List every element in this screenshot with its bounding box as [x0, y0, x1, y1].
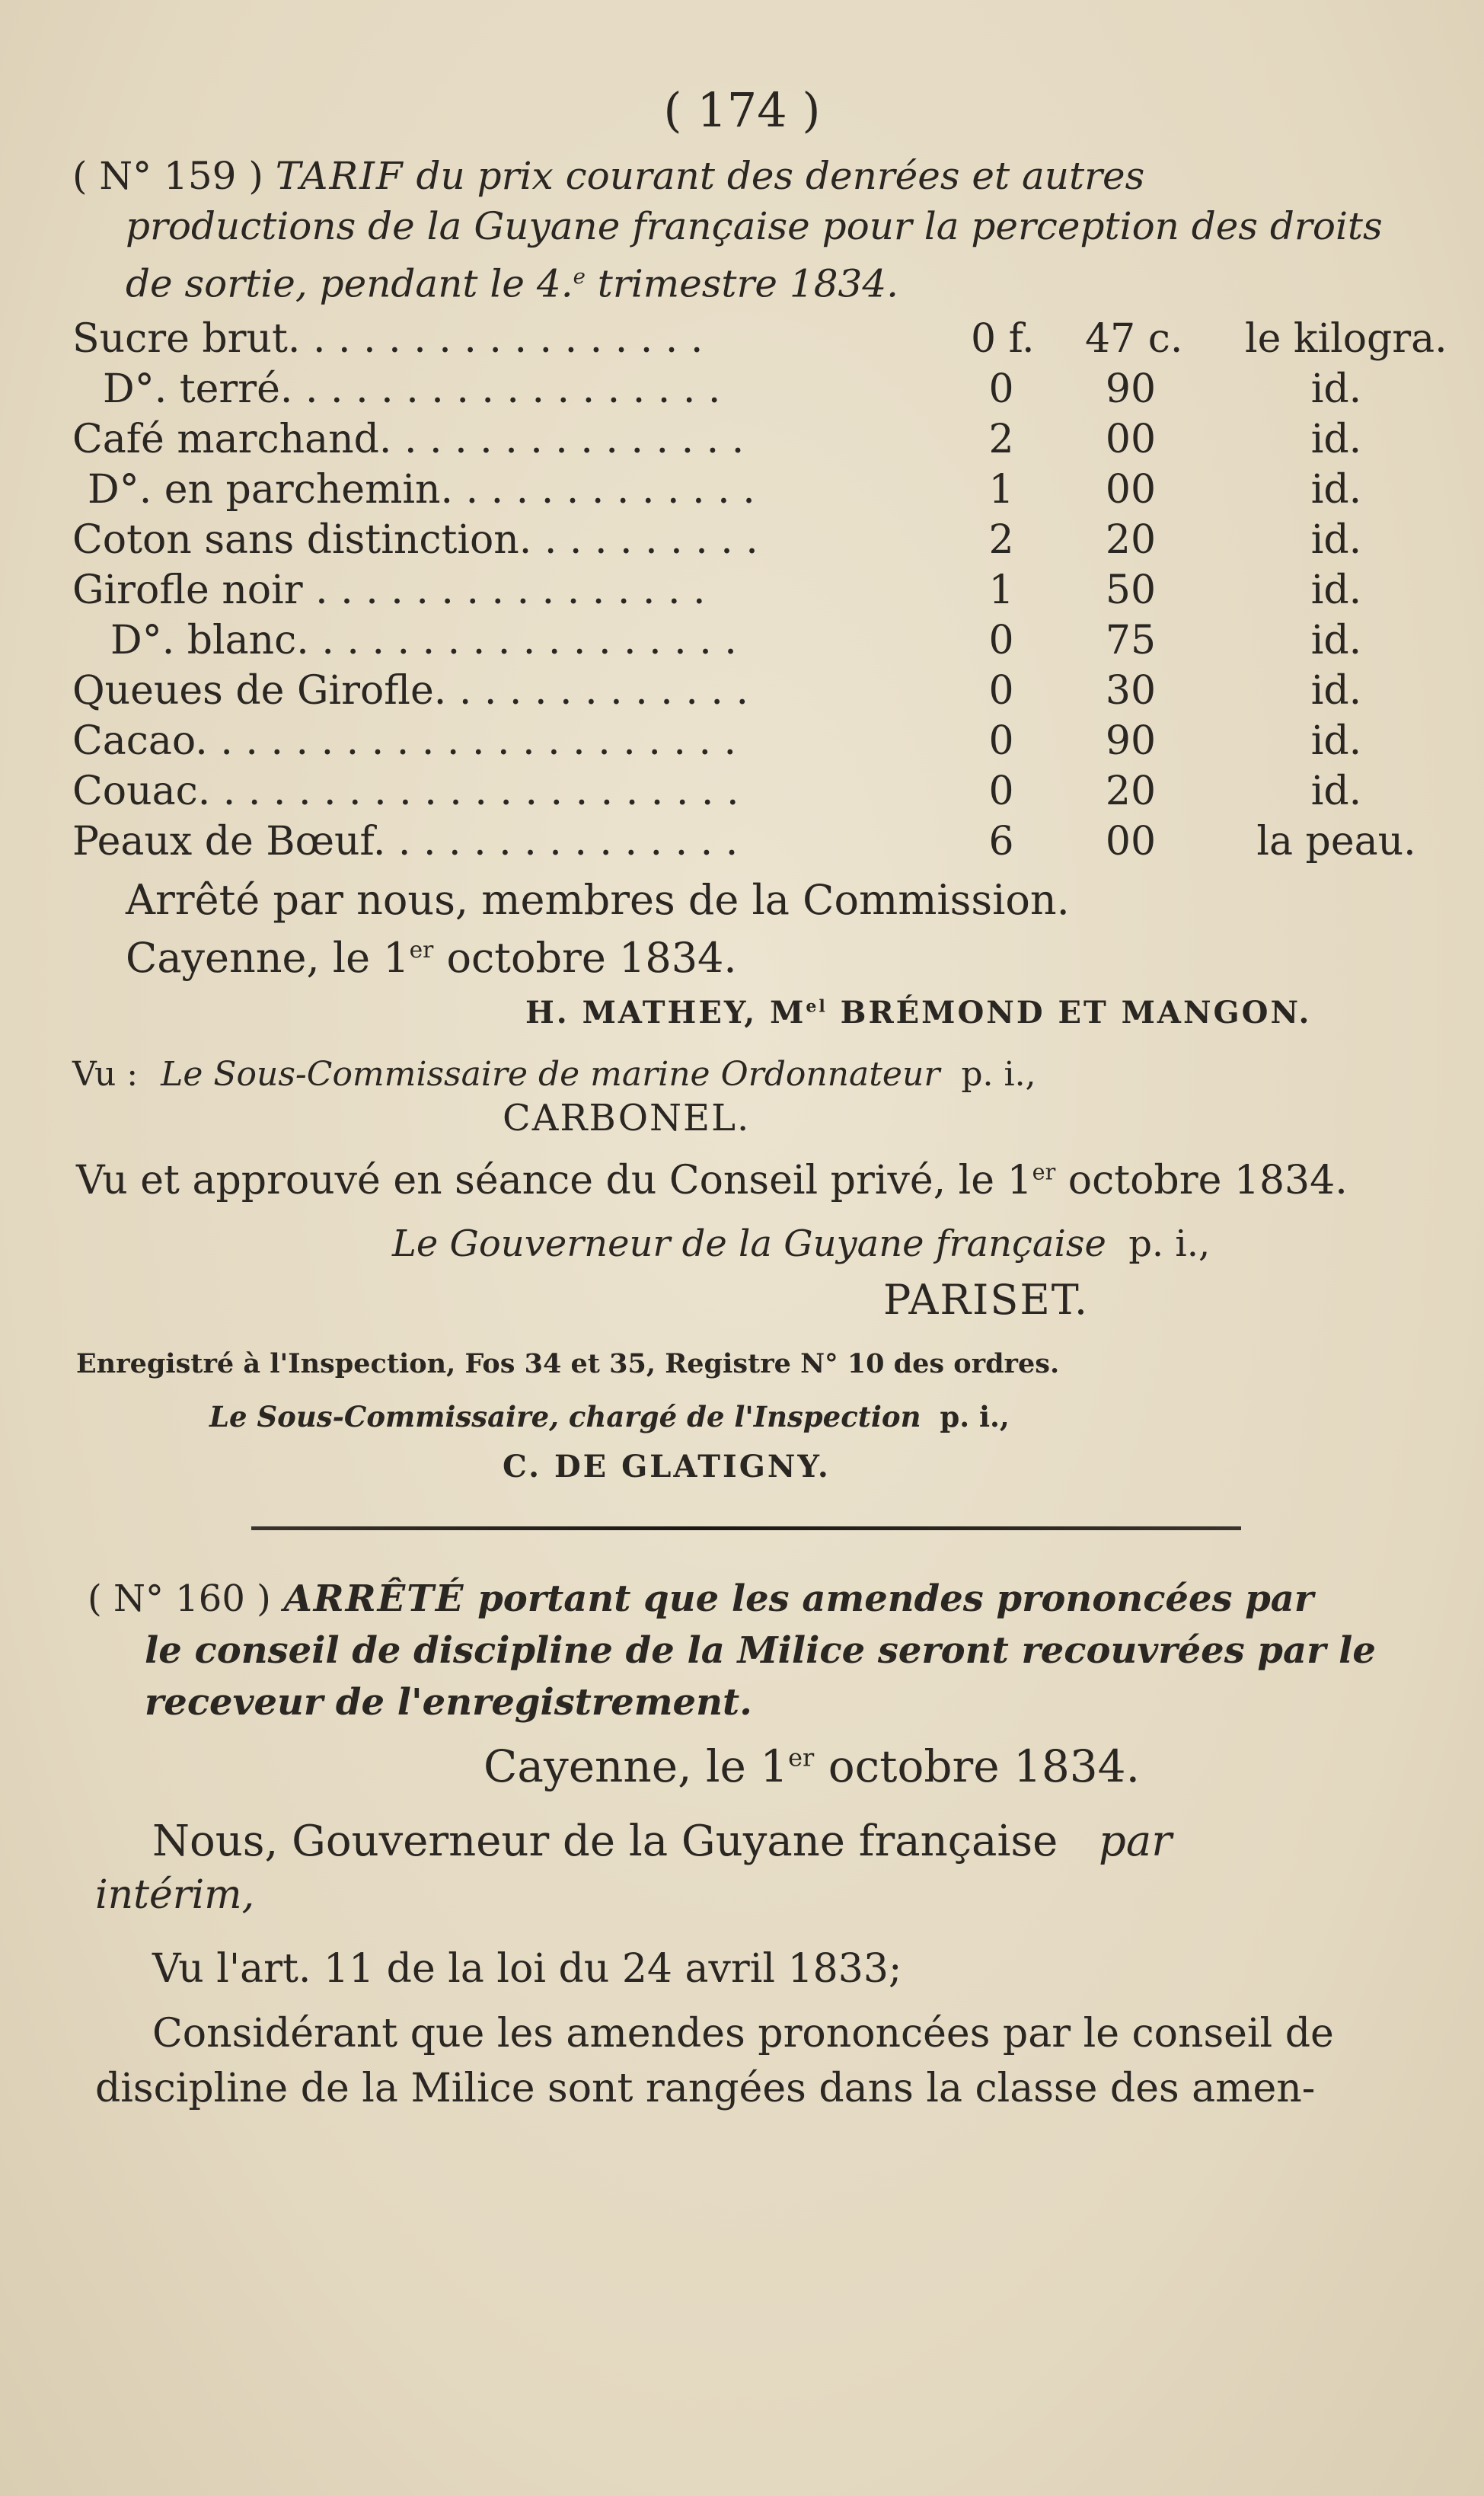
- tarif-row: [72, 618, 1428, 668]
- gouverneur-suffix: p. i.,: [1128, 1222, 1211, 1265]
- tarif-item: Cacao. . . . . . . . . . . . . . . . . . . . . .: [72, 718, 737, 764]
- arrete-body-text-1: Nous, Gouverneur de la Guyane française: [152, 1817, 1058, 1866]
- tarif-cents: 90: [1105, 366, 1157, 412]
- tarif-unit: le kilogra.: [1245, 316, 1447, 362]
- arrete-body-line-5: discipline de la Milice sont rangées dans la classe des amen-: [95, 2066, 1316, 2111]
- arrete-body-line-1: [152, 1817, 1172, 1866]
- tarif-francs: 0 f.: [971, 316, 1035, 362]
- tarif-item: Girofle noir . . . . . . . . . . . . . . . .: [72, 567, 706, 613]
- enregistre-line: Enregistré à l'Inspection, Fos 34 et 35, Registre N° 10 des ordres.: [76, 1348, 1060, 1379]
- tarif-heading-line-3: de sortie, pendant le 4.$^e$ trimestre 1834.: [126, 261, 899, 306]
- tarif-unit: id.: [1310, 668, 1362, 714]
- vu-name: CARBONEL.: [503, 1097, 751, 1139]
- tarif-row: [72, 467, 1428, 517]
- tarif-cents: 00: [1105, 467, 1157, 513]
- tarif-item: D°. blanc. . . . . . . . . . . . . . . . . .: [110, 618, 737, 663]
- tarif-francs: 2: [988, 517, 1014, 563]
- tarif-unit: id.: [1310, 618, 1362, 663]
- tarif-item: Sucre brut. . . . . . . . . . . . . . . . .: [72, 316, 704, 362]
- tarif-unit: id.: [1310, 366, 1362, 412]
- tarif-item: Café marchand. . . . . . . . . . . . . . .: [72, 417, 745, 462]
- tarif-francs: 0: [988, 366, 1014, 412]
- tarif-unit: id.: [1310, 769, 1362, 814]
- tarif-row: [72, 769, 1428, 819]
- tarif-cents: 47 c.: [1085, 316, 1183, 362]
- arrete-body-line-3: Vu l'art. 11 de la loi du 24 avril 1833;: [152, 1946, 902, 1992]
- arrete-body-par: par: [1099, 1817, 1173, 1866]
- tarif-unit: id.: [1310, 517, 1362, 563]
- section-divider: [251, 1526, 1241, 1530]
- arrete-title: ARRÊTÉ: [283, 1577, 465, 1620]
- tarif-row: [72, 517, 1428, 567]
- tarif-cents: 00: [1105, 417, 1157, 462]
- gouverneur-title: Le Gouverneur de la Guyane française: [392, 1222, 1106, 1265]
- tarif-francs: 0: [988, 718, 1014, 764]
- tarif-item: D°. terré. . . . . . . . . . . . . . . . . .: [103, 366, 721, 412]
- tarif-heading-line-1: [72, 151, 1144, 201]
- tarif-row: [72, 567, 1428, 618]
- tarif-unit: id.: [1310, 467, 1362, 513]
- tarif-cents: 50: [1105, 567, 1157, 613]
- tarif-row: [72, 316, 1447, 366]
- date-line: Cayenne, le 1er octobre 1834.: [126, 934, 737, 982]
- tarif-unit: id.: [1310, 718, 1362, 764]
- arrete-heading-line-3: receveur de l'enregistrement.: [145, 1681, 752, 1724]
- arrete-heading-line-2: le conseil de discipline de la Milice seront recouvrées par le: [145, 1629, 1376, 1672]
- vu-suffix: p. i.,: [961, 1055, 1036, 1094]
- arrete-date: Cayenne, le 1er octobre 1834.: [483, 1740, 1141, 1792]
- tarif-unit: id.: [1310, 567, 1362, 613]
- tarif-francs: 0: [988, 668, 1014, 714]
- tarif-item: D°. en parchemin. . . . . . . . . . . . .: [88, 467, 755, 513]
- tarif-number: ( N° 159 ): [72, 154, 263, 198]
- tarif-row: [72, 366, 1428, 417]
- vu-line: [72, 1055, 1036, 1094]
- gouverneur-name: PARISET.: [883, 1276, 1090, 1324]
- tarif-cents: 30: [1105, 668, 1157, 714]
- arrete-line: Arrêté par nous, membres de la Commission.: [126, 876, 1070, 924]
- gouverneur-line: [392, 1222, 1210, 1265]
- tarif-francs: 1: [988, 467, 1014, 513]
- inspection-suffix: p. i.,: [940, 1400, 1010, 1433]
- vu-prefix: Vu :: [72, 1055, 139, 1094]
- inspection-line: [209, 1400, 1010, 1433]
- arrete-body-line-4: Considérant que les amendes prononcées par le conseil de: [152, 2011, 1334, 2057]
- tarif-cents: 00: [1105, 819, 1157, 864]
- tarif-francs: 0: [988, 618, 1014, 663]
- tarif-francs: 2: [988, 417, 1014, 462]
- tarif-title: TARIF: [275, 154, 404, 198]
- tarif-heading-text-1: du prix courant des denrées et autres: [416, 154, 1145, 198]
- page-number: ( 174 ): [663, 82, 821, 138]
- inspection-title: Le Sous-Commissaire, chargé de l'Inspection: [209, 1400, 921, 1433]
- inspection-name: C. DE GLATIGNY.: [503, 1449, 831, 1484]
- tarif-unit: la peau.: [1256, 819, 1416, 864]
- arrete-number: ( N° 160 ): [88, 1577, 271, 1620]
- tarif-cents: 75: [1105, 618, 1157, 663]
- tarif-table: [72, 316, 1447, 872]
- tarif-unit: id.: [1310, 417, 1362, 462]
- tarif-cents: 20: [1105, 517, 1157, 563]
- tarif-row: [72, 718, 1428, 769]
- commission-signatures: H. MATHEY, $M^{el}$ BRÉMOND ET MANGON.: [525, 995, 1312, 1031]
- arrete-heading-text-1: portant que les amendes prononcées par: [477, 1577, 1314, 1620]
- tarif-francs: 1: [988, 567, 1014, 613]
- tarif-cents: 20: [1105, 769, 1157, 814]
- tarif-row: [72, 819, 1428, 869]
- approuve-line: Vu et approuvé en séance du Conseil privé, le 1er octobre 1834.: [76, 1158, 1348, 1203]
- tarif-francs: 6: [988, 819, 1014, 864]
- arrete-body-line-2: intérim,: [95, 1872, 255, 1918]
- tarif-item: Couac. . . . . . . . . . . . . . . . . . . . . .: [72, 769, 739, 814]
- tarif-item: Peaux de Bœuf. . . . . . . . . . . . . . .: [72, 819, 739, 864]
- tarif-item: Queues de Girofle. . . . . . . . . . . . .: [72, 668, 748, 714]
- tarif-cents: 90: [1105, 718, 1157, 764]
- tarif-row: [72, 417, 1428, 467]
- vu-title: Le Sous-Commissaire de marine Ordonnateur: [161, 1055, 940, 1094]
- tarif-row: [72, 668, 1428, 718]
- tarif-heading-line-2: productions de la Guyane française pour la perception des droits: [126, 204, 1383, 248]
- tarif-item: Coton sans distinction. . . . . . . . . .: [72, 517, 758, 563]
- arrete-heading-line-1: [88, 1574, 1313, 1624]
- tarif-francs: 0: [988, 769, 1014, 814]
